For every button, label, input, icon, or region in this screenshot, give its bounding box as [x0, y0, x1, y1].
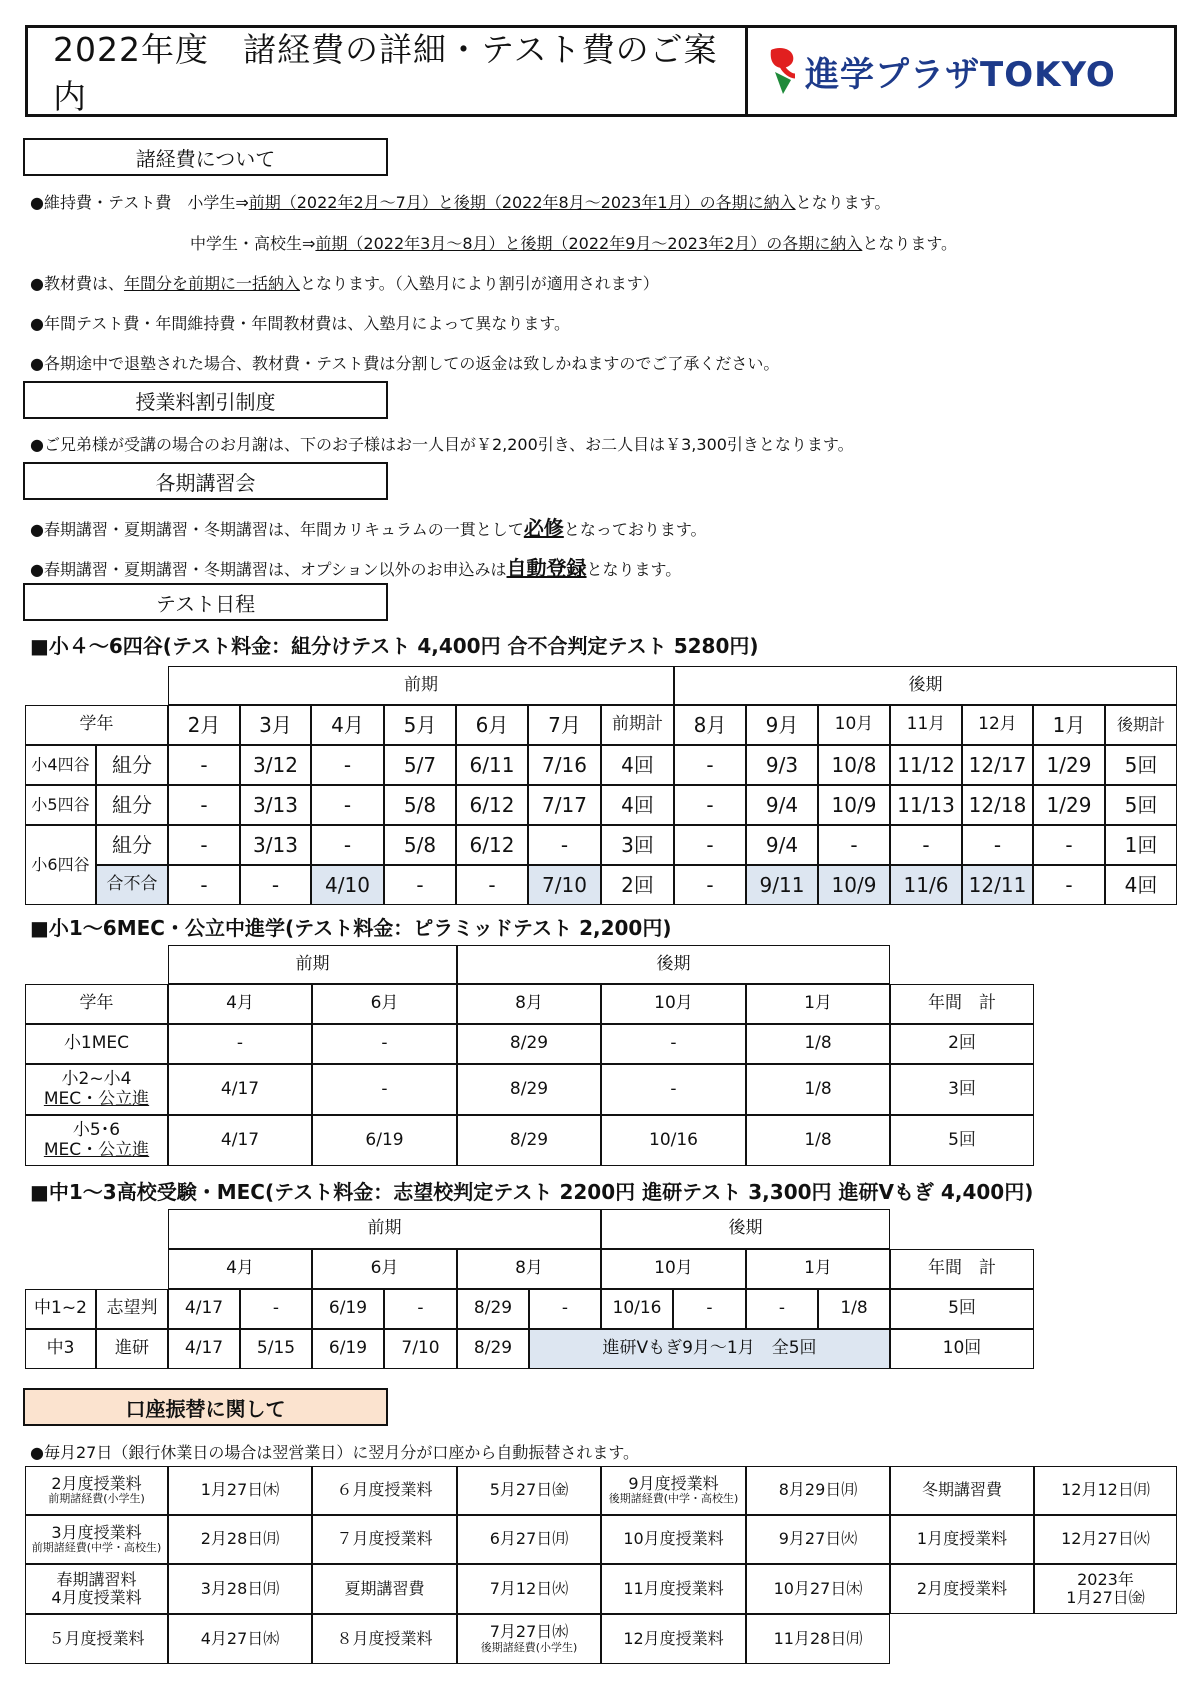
table2-month-4: 1月: [746, 984, 890, 1024]
table1-cell-1-0: -: [168, 785, 240, 825]
table4-text-3-3: 7月27日㈬: [489, 1622, 569, 1642]
table1-cell-2-8: 9/4: [746, 825, 818, 865]
table3-row1-cell-6: 10/16: [601, 1289, 673, 1329]
table2-cell-0-0: -: [168, 1024, 312, 1064]
table1-cell-1-7: -: [674, 785, 746, 825]
table4-cell-2-4: [601, 1564, 746, 1614]
table4-cell-3-2: [312, 1614, 457, 1664]
table3-row1-cell-9: 1/8: [818, 1289, 890, 1329]
table2-gakunen-header: 学年: [25, 984, 168, 1024]
table4-text-3-2: ８月度授業料: [336, 1628, 433, 1648]
table1-month-3: 5月: [384, 705, 456, 745]
table4-text-1-7: 12月27日㈫: [1061, 1529, 1150, 1549]
table1-cell-0-4: 6/11: [456, 745, 528, 785]
table3-row2-cell-3: 7/10: [384, 1329, 457, 1369]
table4-sub-3-3: 後期諸経費(小学生): [480, 1640, 578, 1654]
table4-sub-0-4: 後期諸経費(中学・高校生): [608, 1492, 739, 1506]
table1-month-13: 後期計: [1105, 705, 1177, 745]
table4-cell-0-3: [457, 1466, 601, 1515]
table2-grade-line1-2: 小5･6: [72, 1119, 121, 1140]
table2-grade-2: [25, 1115, 168, 1166]
table1-cell-0-3: 5/7: [384, 745, 456, 785]
table1-cell-2-7: -: [674, 825, 746, 865]
table2-zenki-header: 前期: [168, 945, 457, 984]
table3-row1-cell-4: 8/29: [457, 1289, 529, 1329]
table4-text-0-0: 2月度授業料: [51, 1473, 142, 1493]
koza-line: ●毎月27日（銀行休業日の場合は翌営業日）に翌月分が口座から自動振替されます。: [30, 1443, 640, 1462]
table4-cell-0-7: [1034, 1466, 1177, 1515]
table1-cell-2-12: -: [1033, 825, 1105, 865]
table2-cell-1-0: 4/17: [168, 1064, 312, 1115]
shokeihi-line-3: ●教材費は、年間分を前期に一括納入となります。（入塾月により割引が適用されます）: [30, 274, 659, 293]
table1-zenki-header: 前期: [168, 666, 674, 705]
table2-cell-2-4: 1/8: [746, 1115, 890, 1166]
table4-text-0-1: 1月27日㈭: [200, 1480, 280, 1500]
table4-cell-3-1: [168, 1614, 312, 1664]
table4-cell-1-7: [1034, 1515, 1177, 1564]
table1-cell-2-13: 1回: [1105, 825, 1177, 865]
table1-cell-3-11: 12/11: [962, 865, 1033, 905]
section-shokeihi: 諸経費について: [23, 138, 388, 176]
header-divider: [745, 25, 748, 117]
table4-text-1-0: 3月度授業料: [51, 1522, 142, 1542]
table1-cell-1-8: 9/4: [746, 785, 818, 825]
table1-cell-0-2: -: [311, 745, 384, 785]
table2-cell-2-2: 8/29: [457, 1115, 601, 1166]
table3-month-1: 6月: [312, 1249, 457, 1289]
table3-total-2: 10回: [890, 1329, 1034, 1369]
table2-cell-2-0: 4/17: [168, 1115, 312, 1166]
table2-grade-line2-1: MEC・公立進: [43, 1088, 150, 1109]
table1-cell-1-13: 5回: [1105, 785, 1177, 825]
table1-month-9: 10月: [818, 705, 890, 745]
table1-cell-1-2: -: [311, 785, 384, 825]
section-koza: 口座振替に関して: [23, 1388, 388, 1426]
table3-row2-cell-4: 8/29: [457, 1329, 529, 1369]
table4-cell-2-0: [25, 1564, 168, 1614]
table2-cell-2-3: 10/16: [601, 1115, 746, 1166]
table1-title: ■小４～6四谷(テスト料金：組分けテスト 4,400円 合不合判定テスト 5280円): [30, 634, 759, 658]
section-waribiki: 授業料割引制度: [23, 381, 388, 419]
table1-month-4: 6月: [456, 705, 528, 745]
section-koshukai: 各期講習会: [23, 462, 388, 500]
table1-cell-2-2: -: [311, 825, 384, 865]
table4-text-3-5: 11月28日㈪: [773, 1628, 863, 1648]
shokeihi-line-2: 中学生・高校生⇒前期（2022年3月～8月）と後期（2022年9月～2023年2月）の各期に納入となります。: [190, 234, 958, 253]
table1-cell-3-4: -: [456, 865, 528, 905]
table1-month-0: 2月: [168, 705, 240, 745]
table4-text-2-1: 3月28日㈪: [200, 1578, 280, 1598]
table4-cell-0-0: [25, 1466, 168, 1515]
table4-cell-0-1: [168, 1466, 312, 1515]
table4-text-1-5: 9月27日㈫: [778, 1529, 858, 1549]
table1-cell-2-11: -: [962, 825, 1033, 865]
table3-month-0: 4月: [168, 1249, 312, 1289]
table4-text2-2-0: 4月度授業料: [51, 1588, 142, 1607]
table1-type-0: 組分: [96, 745, 168, 785]
table4-text-0-4: 9月度授業料: [628, 1473, 719, 1493]
shokeihi-line-5: ●各期途中で退塾された場合、教材費・テスト費は分割しての返金は致しかねますのでご了承ください。: [30, 354, 780, 373]
table4-text-3-4: 12月度授業料: [623, 1628, 724, 1648]
table1-cell-3-10: 11/6: [890, 865, 962, 905]
table4-text-2-5: 10月27日㈭: [773, 1578, 863, 1598]
table4-text-2-6: 2月度授業料: [916, 1578, 1008, 1598]
shokeihi-line-4: ●年間テスト費・年間維持費・年間教材費は、入塾月によって異なります。: [30, 314, 571, 333]
waribiki-line: ●ご兄弟様が受講の場合のお月謝は、下のお子様はお一人目が￥2,200引き、お二人目は￥3,300引きとなります。: [30, 435, 854, 454]
table1-cell-0-11: 12/17: [962, 745, 1033, 785]
table1-cell-1-1: 3/13: [240, 785, 311, 825]
table1-cell-3-0: -: [168, 865, 240, 905]
table4-cell-0-2: [312, 1466, 457, 1515]
table4-cell-2-7: [1034, 1564, 1177, 1614]
table4-text-2-4: 11月度授業料: [623, 1578, 724, 1598]
table3-type-1: 志望判: [96, 1289, 168, 1329]
table2-total-1: 3回: [890, 1064, 1034, 1115]
table1-cell-0-1: 3/12: [240, 745, 311, 785]
table4-cell-2-5: [746, 1564, 890, 1614]
table3-row2-cell-2: 6/19: [312, 1329, 384, 1369]
table1-cell-3-7: -: [674, 865, 746, 905]
table3-row2-merged: 進研Vもぎ9月～1月 全5回: [529, 1329, 890, 1369]
table3-grade-2: 中3: [25, 1329, 96, 1369]
table1-cell-2-6: 3回: [601, 825, 674, 865]
table1-month-2: 4月: [311, 705, 384, 745]
shokeihi-line-1: ●維持費・テスト費 小学生⇒前期（2022年2月～7月）と後期（2022年8月～2023年1月）の各期に納入となります。: [30, 193, 891, 212]
table1-month-6: 前期計: [601, 705, 674, 745]
table1-cell-3-12: -: [1033, 865, 1105, 905]
table2-cell-1-1: -: [312, 1064, 457, 1115]
table3-month-2: 8月: [457, 1249, 601, 1289]
table2-month-1: 6月: [312, 984, 457, 1024]
table2-cell-1-3: -: [601, 1064, 746, 1115]
table2-month-3: 10月: [601, 984, 746, 1024]
table3-type-2: 進研: [96, 1329, 168, 1369]
table2-grade-0: [25, 1024, 168, 1064]
table1-cell-1-4: 6/12: [456, 785, 528, 825]
table4-text-0-2: ６月度授業料: [336, 1480, 433, 1500]
table1-cell-0-13: 5回: [1105, 745, 1177, 785]
table1-cell-2-3: 5/8: [384, 825, 456, 865]
table1-cell-2-9: -: [818, 825, 890, 865]
koshukai-line-1: ●春期講習・夏期講習・冬期講習は、年間カリキュラムの一貫として必修となっております。: [30, 516, 707, 540]
table2-cell-0-1: -: [312, 1024, 457, 1064]
table4-text-2-2: 夏期講習費: [344, 1578, 425, 1598]
table4-text-0-3: 5月27日㈮: [489, 1480, 569, 1500]
table1-cell-2-4: 6/12: [456, 825, 528, 865]
table3-row2-cell-1: 5/15: [240, 1329, 312, 1369]
table4-cell-0-6: [890, 1466, 1034, 1515]
table2-kouki-header: 後期: [457, 945, 890, 984]
table4-text-1-1: 2月28日㈪: [200, 1529, 280, 1549]
table1-cell-0-8: 9/3: [746, 745, 818, 785]
table1-cell-0-7: -: [674, 745, 746, 785]
table1-cell-0-6: 4回: [601, 745, 674, 785]
logo: [765, 35, 1165, 107]
table1-month-7: 8月: [674, 705, 746, 745]
table4-cell-2-1: [168, 1564, 312, 1614]
table2-cell-0-3: -: [601, 1024, 746, 1064]
table4-text-0-6: 冬期講習費: [921, 1480, 1002, 1500]
table4-text-1-2: ７月度授業料: [336, 1529, 433, 1549]
table2-month-0: 4月: [168, 984, 312, 1024]
table1-cell-3-1: -: [240, 865, 311, 905]
table1-grade-0: 小4四谷: [25, 745, 96, 785]
table1-cell-3-5: 7/10: [528, 865, 601, 905]
table3-month-3: 10月: [601, 1249, 746, 1289]
table4-cell-0-5: [746, 1466, 890, 1515]
table4-text-3-0: ５月度授業料: [48, 1628, 145, 1648]
table1-cell-1-6: 4回: [601, 785, 674, 825]
table4-text-1-4: 10月度授業料: [623, 1529, 724, 1549]
table2-grade-line1-1: 小2~小4: [61, 1068, 132, 1089]
table3-row1-cell-1: -: [240, 1289, 312, 1329]
table3-total-header: 年間 計: [890, 1249, 1034, 1289]
table1-cell-2-10: -: [890, 825, 962, 865]
table4-text-2-3: 7月12日㈫: [489, 1578, 569, 1598]
table1-cell-1-10: 11/13: [890, 785, 962, 825]
table3-row1-cell-3: -: [384, 1289, 457, 1329]
table2-grade-line2-2: MEC・公立進: [43, 1139, 150, 1160]
table1-cell-0-0: -: [168, 745, 240, 785]
table1-cell-0-12: 1/29: [1033, 745, 1105, 785]
table1-cell-1-11: 12/18: [962, 785, 1033, 825]
table3-total-1: 5回: [890, 1289, 1034, 1329]
table4-cell-1-1: [168, 1515, 312, 1564]
table4-text-1-6: 1月度授業料: [916, 1529, 1008, 1549]
table1-month-12: 1月: [1033, 705, 1105, 745]
table4-cell-1-2: [312, 1515, 457, 1564]
table1-month-10: 11月: [890, 705, 962, 745]
table3-row1-cell-0: 4/17: [168, 1289, 240, 1329]
page-title: 2022年度 諸経費の詳細・テスト費のご案内: [53, 30, 718, 116]
table1-cell-3-2: 4/10: [311, 865, 384, 905]
table1-cell-0-5: 7/16: [528, 745, 601, 785]
table2-month-2: 8月: [457, 984, 601, 1024]
table1-type-1: 組分: [96, 785, 168, 825]
table1-cell-3-3: -: [384, 865, 456, 905]
table3-zenki-header: 前期: [168, 1209, 601, 1249]
table1-gakunen-header: 学年: [25, 705, 168, 745]
table2-cell-0-4: 1/8: [746, 1024, 890, 1064]
table4-cell-1-0: [25, 1515, 168, 1564]
table1-cell-0-10: 11/12: [890, 745, 962, 785]
table4-cell-1-4: [601, 1515, 746, 1564]
koshukai-line-2: ●春期講習・夏期講習・冬期講習は、オプション以外のお申込みは自動登録となります。: [30, 556, 682, 580]
table1-grade-2: 小6四谷: [25, 825, 96, 905]
logo-text: 進学プラザTOKYO: [805, 54, 1116, 95]
table4-cell-3-3: [457, 1614, 601, 1664]
table4-cell-2-3: [457, 1564, 601, 1614]
table1-type-2: 組分: [96, 825, 168, 865]
table3-grade-1: 中1~2: [25, 1289, 96, 1329]
table1-cell-3-9: 10/9: [818, 865, 890, 905]
table1-cell-1-5: 7/17: [528, 785, 601, 825]
table2-total-2: 5回: [890, 1115, 1034, 1166]
table4-cell-1-6: [890, 1515, 1034, 1564]
table4-text-1-3: 6月27日㈪: [489, 1529, 569, 1549]
table3-title: ■中1～3高校受験・MEC(テスト料金：志望校判定テスト 2200円 進研テスト 3,300円 進研Vもぎ 4,400円): [30, 1180, 1034, 1204]
logo-mark-icon: [765, 46, 799, 96]
table1-month-11: 12月: [962, 705, 1033, 745]
table4-cell-3-5: [746, 1614, 890, 1664]
table3-row1-cell-8: -: [746, 1289, 818, 1329]
table1-cell-2-5: -: [528, 825, 601, 865]
table2-cell-1-2: 8/29: [457, 1064, 601, 1115]
table2-total-0: 2回: [890, 1024, 1034, 1064]
table1-kouki-header: 後期: [674, 666, 1177, 705]
table1-grade-1: 小5四谷: [25, 785, 96, 825]
table1-cell-2-1: 3/13: [240, 825, 311, 865]
table4-cell-3-0: [25, 1614, 168, 1664]
table3-row1-cell-2: 6/19: [312, 1289, 384, 1329]
section-test-nittei: テスト日程: [23, 583, 388, 621]
table1-cell-3-6: 2回: [601, 865, 674, 905]
table2-grade-1: [25, 1064, 168, 1115]
table2-cell-1-4: 1/8: [746, 1064, 890, 1115]
table1-cell-0-9: 10/8: [818, 745, 890, 785]
table1-type-3: 合不合: [96, 865, 168, 905]
table3-row1-cell-5: -: [529, 1289, 601, 1329]
table4-cell-2-2: [312, 1564, 457, 1614]
table4-text-0-7: 12月12日㈪: [1061, 1480, 1150, 1500]
table3-row2-cell-0: 4/17: [168, 1329, 240, 1369]
table4-text-2-7: 2023年: [1077, 1569, 1134, 1589]
table2-cell-0-2: 8/29: [457, 1024, 601, 1064]
table1-cell-3-8: 9/11: [746, 865, 818, 905]
table3-kouki-header: 後期: [601, 1209, 890, 1249]
table1-month-5: 7月: [528, 705, 601, 745]
table2-title: ■小1～6MEC・公立中進学(テスト料金：ピラミッドテスト 2,200円): [30, 916, 672, 940]
table4-cell-1-3: [457, 1515, 601, 1564]
table4-cell-0-4: [601, 1466, 746, 1515]
table1-cell-2-0: -: [168, 825, 240, 865]
table4-sub-0-0: 前期諸経費(小学生): [48, 1492, 145, 1506]
table3-row1-cell-7: -: [673, 1289, 746, 1329]
table1-cell-1-9: 10/9: [818, 785, 890, 825]
table4-text-0-5: 8月29日㈪: [778, 1480, 858, 1500]
table1-cell-1-3: 5/8: [384, 785, 456, 825]
table1-cell-1-12: 1/29: [1033, 785, 1105, 825]
table4-text2-2-7: 1月27日㈮: [1066, 1588, 1145, 1607]
table2-cell-2-1: 6/19: [312, 1115, 457, 1166]
table2-grade-line1-0: 小1MEC: [63, 1033, 130, 1054]
table4-cell-2-6: [890, 1564, 1034, 1614]
table4-sub-1-0: 前期諸経費(中学・高校生): [31, 1541, 162, 1555]
table4-text-2-0: 春期講習料: [56, 1569, 137, 1589]
table1-cell-3-13: 4回: [1105, 865, 1177, 905]
table4-text-3-1: 4月27日㈬: [200, 1628, 280, 1648]
table1-month-8: 9月: [746, 705, 818, 745]
table1-month-1: 3月: [240, 705, 311, 745]
table4-cell-3-4: [601, 1614, 746, 1664]
table3-month-4: 1月: [746, 1249, 890, 1289]
table2-total-header: 年間 計: [890, 984, 1034, 1024]
table4-cell-1-5: [746, 1515, 890, 1564]
